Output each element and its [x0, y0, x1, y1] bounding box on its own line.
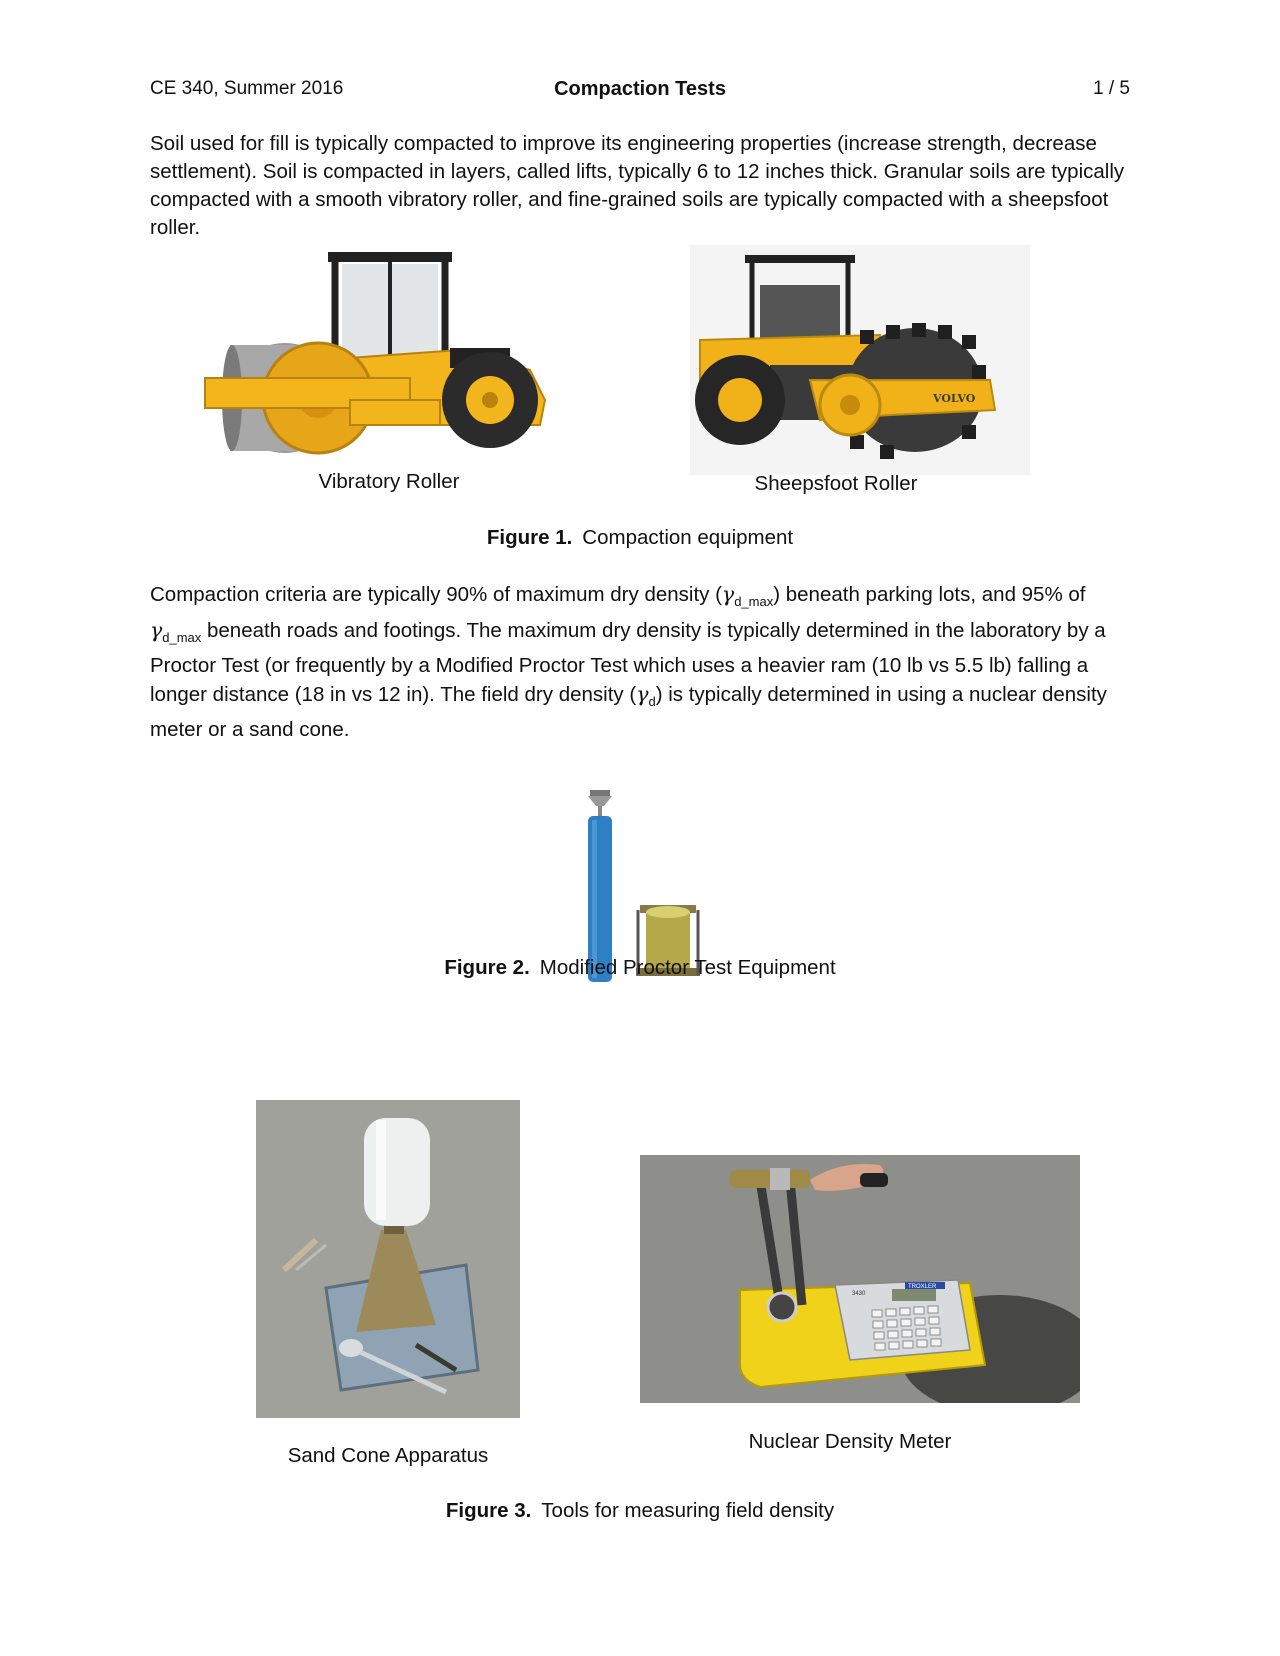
para2-part3: beneath roads and footings. The maximum dry density is typically determined in the laboratory by a Proctor Test (or frequently by a Modified Proctor Test which uses a heavier ram (10 lb vs 5.5 lb) falling a longer distance (18 in vs 12 in). The field dry density ( — [150, 619, 1106, 707]
sand-cone-caption: Sand Cone Apparatus — [287, 1444, 489, 1467]
figure-2-text: Modified Proctor Test Equipment — [539, 956, 836, 979]
page-title: Compaction Tests — [554, 78, 726, 100]
gamma-symbol: γ — [721, 582, 735, 606]
para2-part1: Compaction criteria are typically 90% of maximum dry density ( — [150, 583, 722, 606]
compaction-criteria-paragraph — [150, 580, 1130, 744]
svg-text:VOLVO: VOLVO — [933, 392, 976, 405]
para2-part2: ) beneath parking lots, and 95% of — [773, 583, 1086, 606]
subscript-dmax: d_max — [734, 594, 774, 610]
figure-3-text: Tools for measuring field density — [541, 1499, 835, 1522]
figure-3-label: Figure 3. — [445, 1499, 532, 1522]
figure-2-caption — [0, 956, 1280, 980]
sand-cone-image — [256, 1100, 520, 1418]
intro-paragraph: Soil used for fill is typically compacted to improve its engineering properties (increase strength, decrease settlement). Soil is compacted in layers, called lifts, typically 6 to 12 inches thick. Granular soils are typically compacted with a smooth vibratory roller, and fine-grained soils are typically compacted with a sheepsfoot roller. — [150, 132, 1125, 239]
sheepsfoot-roller-caption: Sheepsfoot Roller — [754, 472, 918, 495]
figure-1-text: Compaction equipment — [582, 526, 794, 549]
gamma-symbol: γ — [636, 682, 649, 707]
nuclear-density-meter-image — [640, 1155, 1080, 1403]
page-number: 1 / 5 — [1093, 78, 1130, 99]
figure-3-caption — [0, 1499, 1280, 1523]
svg-text:TROXLER: TROXLER — [908, 1284, 937, 1290]
subscript-dmax: d_max — [162, 630, 202, 646]
nuclear-density-meter-caption: Nuclear Density Meter — [748, 1430, 952, 1453]
gamma-symbol: γ — [150, 618, 163, 643]
sheepsfoot-roller-image — [690, 245, 1030, 475]
course-label: CE 340, Summer 2016 — [150, 78, 344, 99]
subscript-d: d — [648, 694, 656, 710]
figure-1-label: Figure 1. — [486, 526, 573, 549]
vibratory-roller-caption: Vibratory Roller — [318, 470, 460, 493]
figure-2-label: Figure 2. — [444, 956, 530, 979]
para2-part4: ) is typically determined in using a nuclear density meter or a sand cone. — [150, 683, 1107, 742]
vibratory-roller-image — [200, 250, 570, 480]
svg-text:3430: 3430 — [852, 1291, 866, 1297]
figure-1-caption — [0, 526, 1280, 550]
